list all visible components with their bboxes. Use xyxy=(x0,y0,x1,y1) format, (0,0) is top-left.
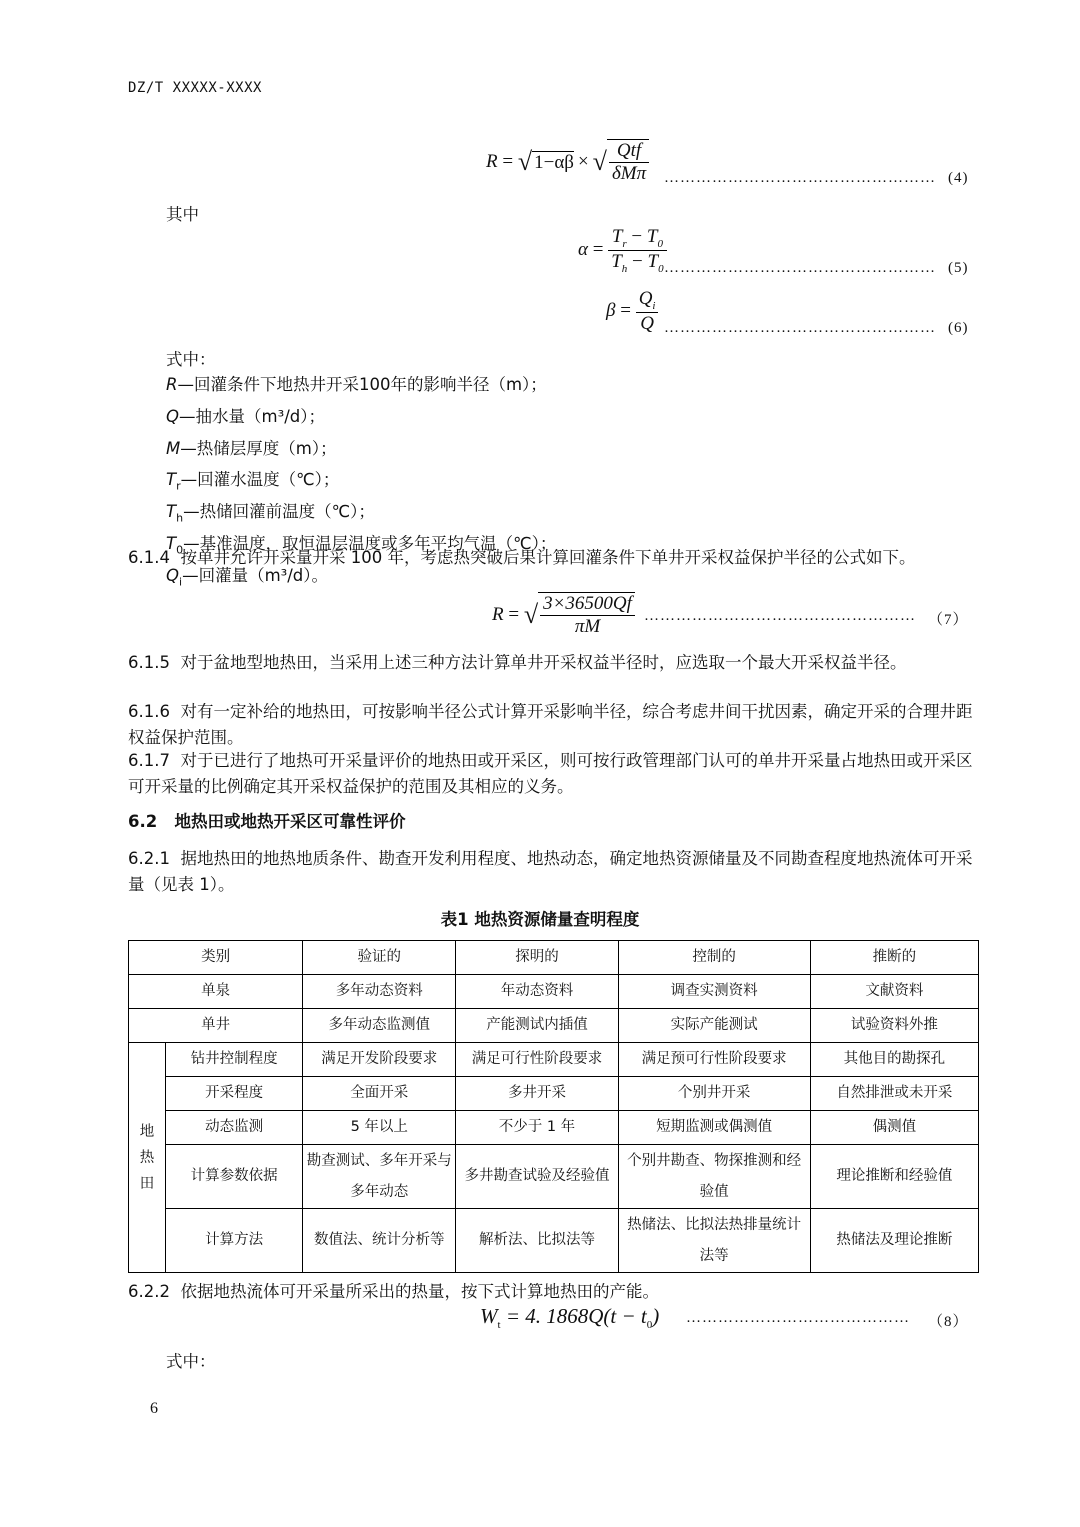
clause-text: 依据地热流体可开采量所采出的热量，按下式计算地热田的产能。 xyxy=(180,1282,659,1301)
section-title: 地热田或地热开采区可靠性评价 xyxy=(174,812,406,831)
eq5-den-a: T xyxy=(611,250,622,272)
eq5-num-a: T xyxy=(611,226,623,247)
eq5-den-b-sub: 0 xyxy=(658,262,664,275)
group-label-char: 田 xyxy=(139,1175,155,1192)
group-label-geothermal-field xyxy=(129,1043,166,1273)
eq6-leader: …………………………………………… xyxy=(664,320,936,336)
table-cell: 文献资料 xyxy=(810,975,978,1009)
eq5-num-a-sub: r xyxy=(622,237,627,250)
eq5-den-b: T xyxy=(647,250,659,272)
table-cell: 控制的 xyxy=(618,941,810,975)
table-cell: 偶测值 xyxy=(810,1111,978,1145)
eq8-close: ) xyxy=(652,1304,660,1328)
table-row xyxy=(129,975,979,1009)
table-cell: 年动态资料 xyxy=(456,975,618,1009)
table-cell: 多年动态监测值 xyxy=(303,1009,456,1043)
table-cell: 开采程度 xyxy=(166,1077,303,1111)
table-cell: 满足可行性阶段要求 xyxy=(456,1043,618,1077)
equation-4: R = √ 1−αβ × √ $\frac{\text{Qtf}}{\text{δMπ}}$ xyxy=(486,136,649,188)
table-cell: 满足开发阶段要求 xyxy=(303,1043,456,1077)
table-cell: 热储法、比拟法热排量统计法等 xyxy=(618,1209,810,1273)
eq7-denominator: πM xyxy=(574,616,601,637)
equation-7: R = √ $\frac{3\times 36500Qf}{\pi M}$ xyxy=(492,592,635,638)
eq7-leader: …………………………………………… xyxy=(644,608,916,624)
shizhong-label-1: 式中： xyxy=(166,350,216,369)
variable-item: $T_0—$基准温度，取恒温层温度或多年平均气温（℃）； xyxy=(166,533,557,557)
table-cell: 动态监测 xyxy=(166,1111,303,1145)
eq4-root-term: 1−αβ xyxy=(534,151,574,173)
table-cell: 自然排泄或未开采 xyxy=(810,1077,978,1111)
group-label-char: 热 xyxy=(139,1149,155,1166)
table-cell: 验证的 xyxy=(303,941,456,975)
table-cell: 实际产能测试 xyxy=(618,1009,810,1043)
variable-item: Q—抽水量（m³/d）； xyxy=(166,406,325,426)
eq5-lhs: α xyxy=(578,239,588,261)
clause-6-2-2 xyxy=(128,1279,978,1305)
eq6-label: (6) xyxy=(948,320,969,336)
table-cell: 产能测试内插值 xyxy=(456,1009,618,1043)
eq4-lhs: R xyxy=(486,151,498,172)
clause-6-1-4 xyxy=(128,545,978,571)
shizhong-label-2: 式中： xyxy=(166,1352,216,1371)
equation-6: β = $\frac{Q_i}{Q}$ xyxy=(606,288,658,335)
table-cell: 多井开采 xyxy=(456,1077,618,1111)
section-number: 6.2 xyxy=(128,812,158,831)
table-row xyxy=(129,1145,979,1209)
clause-6-1-5 xyxy=(128,650,978,676)
clause-6-1-6 xyxy=(128,699,978,750)
qizhong-label: 其中 xyxy=(166,205,199,224)
document-code: DZ/T XXXXX-XXXX xyxy=(128,80,262,96)
variable-item: R—回灌条件下地热井开采100年的影响半径（m）； xyxy=(166,375,547,394)
table-cell: 计算参数依据 xyxy=(166,1145,303,1209)
table-row xyxy=(129,1209,979,1273)
eq6-den: Q xyxy=(640,312,654,334)
eq7-numerator: 3×36500Qf xyxy=(540,593,635,616)
eq8-leader: …………………………………… xyxy=(686,1310,910,1326)
table-cell: 满足预可行性阶段要求 xyxy=(618,1043,810,1077)
variable-item: $Q_i—$回灌量（m³/d）。 xyxy=(166,565,329,589)
eq8-rhs-sub: 0 xyxy=(646,1319,653,1332)
clause-text: 对于已进行了地热可开采量评价的地热田或开采区，则可按行政管理部门认可的单井开采量占地热田或开采区可开采量的比例确定其开采权益保护的范围及其相应的义务。 xyxy=(128,751,973,796)
clause-number: 6.1.6 xyxy=(128,702,170,721)
eq5-den-a-sub: h xyxy=(621,262,628,275)
variable-item: M—热储层厚度（m）； xyxy=(166,438,337,458)
eq5-num-b: T xyxy=(646,226,658,247)
table-cell: 多井勘查试验及经验值 xyxy=(456,1145,618,1209)
section-heading-6-2 xyxy=(128,808,405,832)
eq7-label: （7） xyxy=(928,612,969,628)
clause-6-1-7 xyxy=(128,748,978,799)
eq4-times: × xyxy=(577,151,589,172)
table-caption: 表1 地热资源储量查明程度 xyxy=(440,910,640,929)
eq4-label: (4) xyxy=(948,170,969,186)
table-cell: 计算方法 xyxy=(166,1209,303,1273)
table-cell: 类别 xyxy=(129,941,303,975)
clause-number: 6.1.7 xyxy=(128,751,170,770)
page-number: 6 xyxy=(150,1400,158,1417)
table-cell: 调查实测资料 xyxy=(618,975,810,1009)
eq5-num-b-sub: 0 xyxy=(657,237,663,250)
clause-text: 按单井允许开采量开采 100 年，考虑热突破后果计算回灌条件下单井开采权益保护半径的公式如下。 xyxy=(180,548,916,567)
table-header-row xyxy=(129,941,979,975)
table-cell: 全面开采 xyxy=(303,1077,456,1111)
table-cell: 个别井开采 xyxy=(618,1077,810,1111)
table-cell: 其他目的勘探孔 xyxy=(810,1043,978,1077)
eq8-lhs: W xyxy=(480,1304,498,1328)
eq7-lhs: R xyxy=(492,604,504,625)
clause-number: 6.1.5 xyxy=(128,653,170,672)
table-cell: 5 年以上 xyxy=(303,1111,456,1145)
eq6-num-sub: i xyxy=(652,299,656,312)
clause-6-2-1 xyxy=(128,846,978,897)
table-cell: 单井 xyxy=(129,1009,303,1043)
clause-number: 6.2.2 xyxy=(128,1282,170,1301)
clause-number: 6.2.1 xyxy=(128,849,170,868)
table-cell: 探明的 xyxy=(456,941,618,975)
clause-number: 6.1.4 xyxy=(128,548,170,567)
variable-item: $T_r—$回灌水温度（℃）； xyxy=(166,470,340,493)
table-row xyxy=(129,1043,979,1077)
table-cell: 勘查测试、多年开采与多年动态 xyxy=(303,1145,456,1209)
equation-8 xyxy=(480,1304,659,1331)
eq5-leader: …………………………………………… xyxy=(664,260,936,276)
eq6-lhs: β xyxy=(606,300,616,322)
clause-text: 对有一定补给的地热田，可按影响半径公式计算开采影响半径，综合考虑井间干扰因素，确定开采的合理井距权益保护范围。 xyxy=(128,702,973,747)
eq4-numerator: Qtf xyxy=(609,140,649,163)
table-cell: 推断的 xyxy=(810,941,978,975)
eq6-num: Q xyxy=(638,288,653,309)
eq4-denominator: δMπ xyxy=(611,163,647,184)
clause-text: 据地热田的地热地质条件、勘查开发利用程度、地热动态，确定地热资源储量及不同勘查程度地热流体可开采量（见表 1）。 xyxy=(128,849,973,894)
eq4-leader: …………………………………………… xyxy=(664,170,936,186)
table-row xyxy=(129,1077,979,1111)
eq5-label: (5) xyxy=(948,260,969,276)
table-cell: 钻井控制程度 xyxy=(166,1043,303,1077)
table-cell: 个别井勘查、物探推测和经验值 xyxy=(618,1145,810,1209)
eq8-rhs: = 4. 1868Q(t − t xyxy=(505,1304,647,1328)
table-cell: 单泉 xyxy=(129,975,303,1009)
clause-text: 对于盆地型地热田，当采用上述三种方法计算单井开采权益半径时，应选取一个最大开采权益半径。 xyxy=(180,653,907,672)
table-cell: 数值法、统计分析等 xyxy=(303,1209,456,1273)
table-cell: 多年动态资料 xyxy=(303,975,456,1009)
table-row xyxy=(129,1009,979,1043)
table-row xyxy=(129,1111,979,1145)
group-label-char: 地 xyxy=(139,1123,155,1140)
table-cell: 短期监测或偶测值 xyxy=(618,1111,810,1145)
table-cell: 热储法及理论推断 xyxy=(810,1209,978,1273)
table-cell: 不少于 1 年 xyxy=(456,1111,618,1145)
variable-item: $T_h—$热储回灌前温度（℃）； xyxy=(166,502,375,525)
table-cell: 解析法、比拟法等 xyxy=(456,1209,618,1273)
eq8-lhs-sub: t xyxy=(497,1319,501,1332)
reserve-table xyxy=(128,940,979,1273)
table-cell: 理论推断和经验值 xyxy=(810,1145,978,1209)
equation-5: α = $\frac{T_r - T_0}{T_h - T_0}$ xyxy=(578,226,667,275)
eq8-label: （8） xyxy=(928,1314,969,1330)
table-cell: 试验资料外推 xyxy=(810,1009,978,1043)
